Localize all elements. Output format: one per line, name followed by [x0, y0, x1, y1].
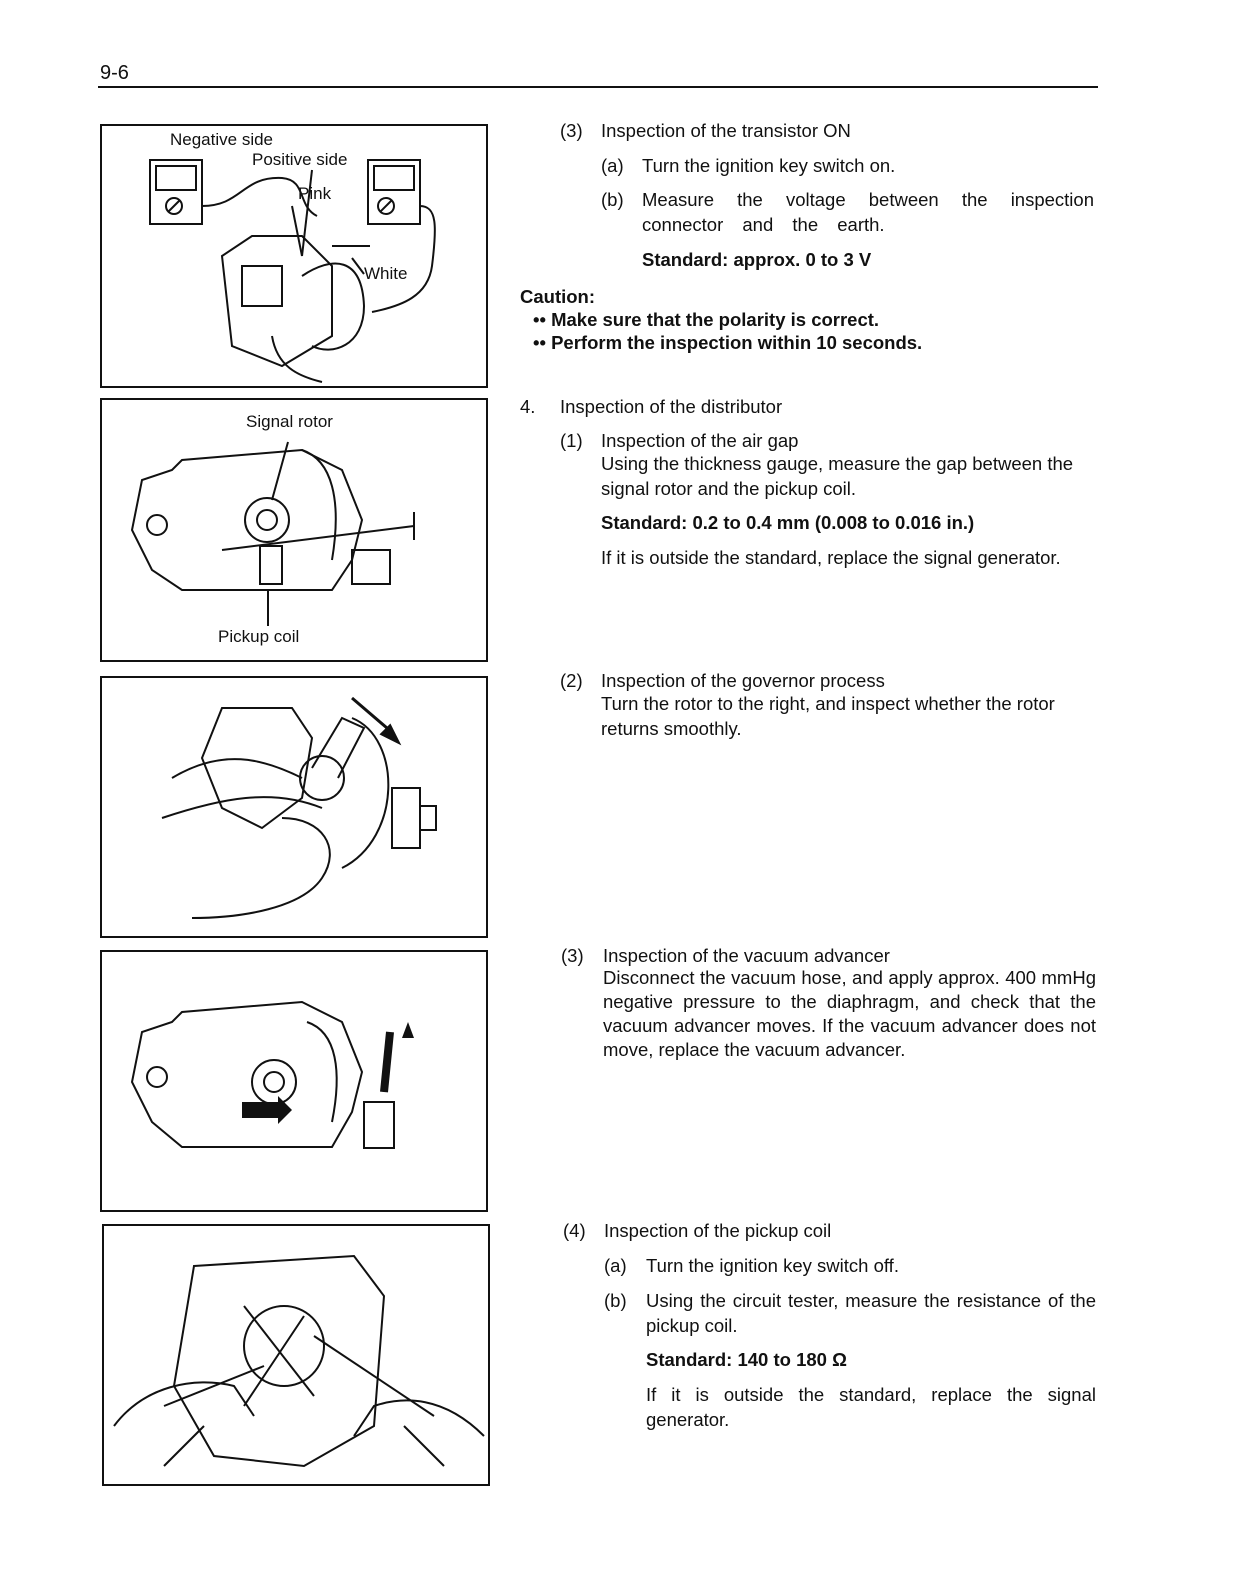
- label-pink: Pink: [298, 184, 332, 203]
- sec4-4-a-number: (a): [604, 1255, 627, 1276]
- sec4-4-b-text: Using the circuit tester, measure the resistance of the pickup coil.: [646, 1290, 1096, 1336]
- caution-item-2: •• Perform the inspection within 10 seconds.: [533, 332, 923, 353]
- figure-pickup-coil-drawing: [104, 1226, 490, 1486]
- sec4-1-number: (1): [560, 430, 583, 451]
- figure-vacuum-advancer-drawing: [102, 952, 488, 1212]
- sec3-a-number: (a): [601, 155, 624, 176]
- sec4-3-title: Inspection of the vacuum advancer: [603, 945, 890, 966]
- figure-transistor-inspection: [100, 124, 488, 388]
- label-signal-rotor: Signal rotor: [246, 412, 333, 431]
- figure-pickup-coil: [102, 1224, 490, 1486]
- sec4-4-title: Inspection of the pickup coil: [604, 1220, 832, 1241]
- sec3-b-number: (b): [601, 189, 624, 210]
- sec4-4-number: (4): [563, 1220, 586, 1241]
- figure-governor: [100, 676, 488, 938]
- sec3-b-text: Measure the voltage between the inspection connector and the earth.: [642, 189, 1094, 235]
- sec4-1-standard: Standard: 0.2 to 0.4 mm (0.008 to 0.016 in.): [601, 512, 975, 533]
- sec4-4-standard: Standard: 140 to 180 Ω: [646, 1349, 847, 1370]
- sec4-4-b-number: (b): [604, 1290, 627, 1311]
- caution-title: Caution:: [520, 286, 596, 307]
- label-white: White: [364, 264, 408, 283]
- page-number: 9-6: [100, 62, 129, 84]
- sec4-number: 4.: [520, 396, 536, 417]
- sec3-title: Inspection of the transistor ON: [601, 120, 851, 141]
- label-pickup-coil: Pickup coil: [218, 627, 300, 646]
- figure-air-gap: [100, 398, 488, 662]
- header-rule: [98, 86, 1098, 88]
- sec4-2-title: Inspection of the governor process: [601, 670, 885, 691]
- label-positive-side: Positive side: [252, 150, 348, 169]
- sec3-a-text: Turn the ignition key switch on.: [642, 155, 896, 176]
- sec4-1-title: Inspection of the air gap: [601, 430, 799, 451]
- sec4-title: Inspection of the distributor: [560, 396, 783, 417]
- sec4-1-text: Using the thickness gauge, measure the gap between the signal rotor and the pickup coil.: [601, 453, 1074, 499]
- sec4-3-number: (3): [561, 945, 584, 966]
- caution-item-1: •• Make sure that the polarity is correct.: [533, 309, 880, 330]
- figure-governor-drawing: [102, 678, 488, 938]
- sec3-standard: Standard: approx. 0 to 3 V: [642, 249, 872, 270]
- sec3-number: (3): [560, 120, 583, 141]
- label-negative-side: Negative side: [170, 130, 274, 149]
- sec4-4-a-text: Turn the ignition key switch off.: [646, 1255, 899, 1276]
- sec4-2-number: (2): [560, 670, 583, 691]
- sec4-4-note: If it is outside the standard, replace the signal generator.: [646, 1384, 1096, 1430]
- figure-air-gap-drawing: [102, 400, 488, 662]
- sec4-2-text: Turn the rotor to the right, and inspect whether the rotor returns smoothly.: [601, 693, 1055, 739]
- up-arrow-icon: [402, 1022, 414, 1038]
- figure-vacuum-advancer: [100, 950, 488, 1212]
- sec4-1-note: If it is outside the standard, replace the signal generator.: [601, 547, 1061, 568]
- sec4-3-text: Disconnect the vacuum hose, and apply approx. 400 mmHg negative pressure to the diaphragm, and check that the vacuum advancer moves. If the vacuum advancer does not move, replace the vacuum advancer.: [603, 967, 1096, 1060]
